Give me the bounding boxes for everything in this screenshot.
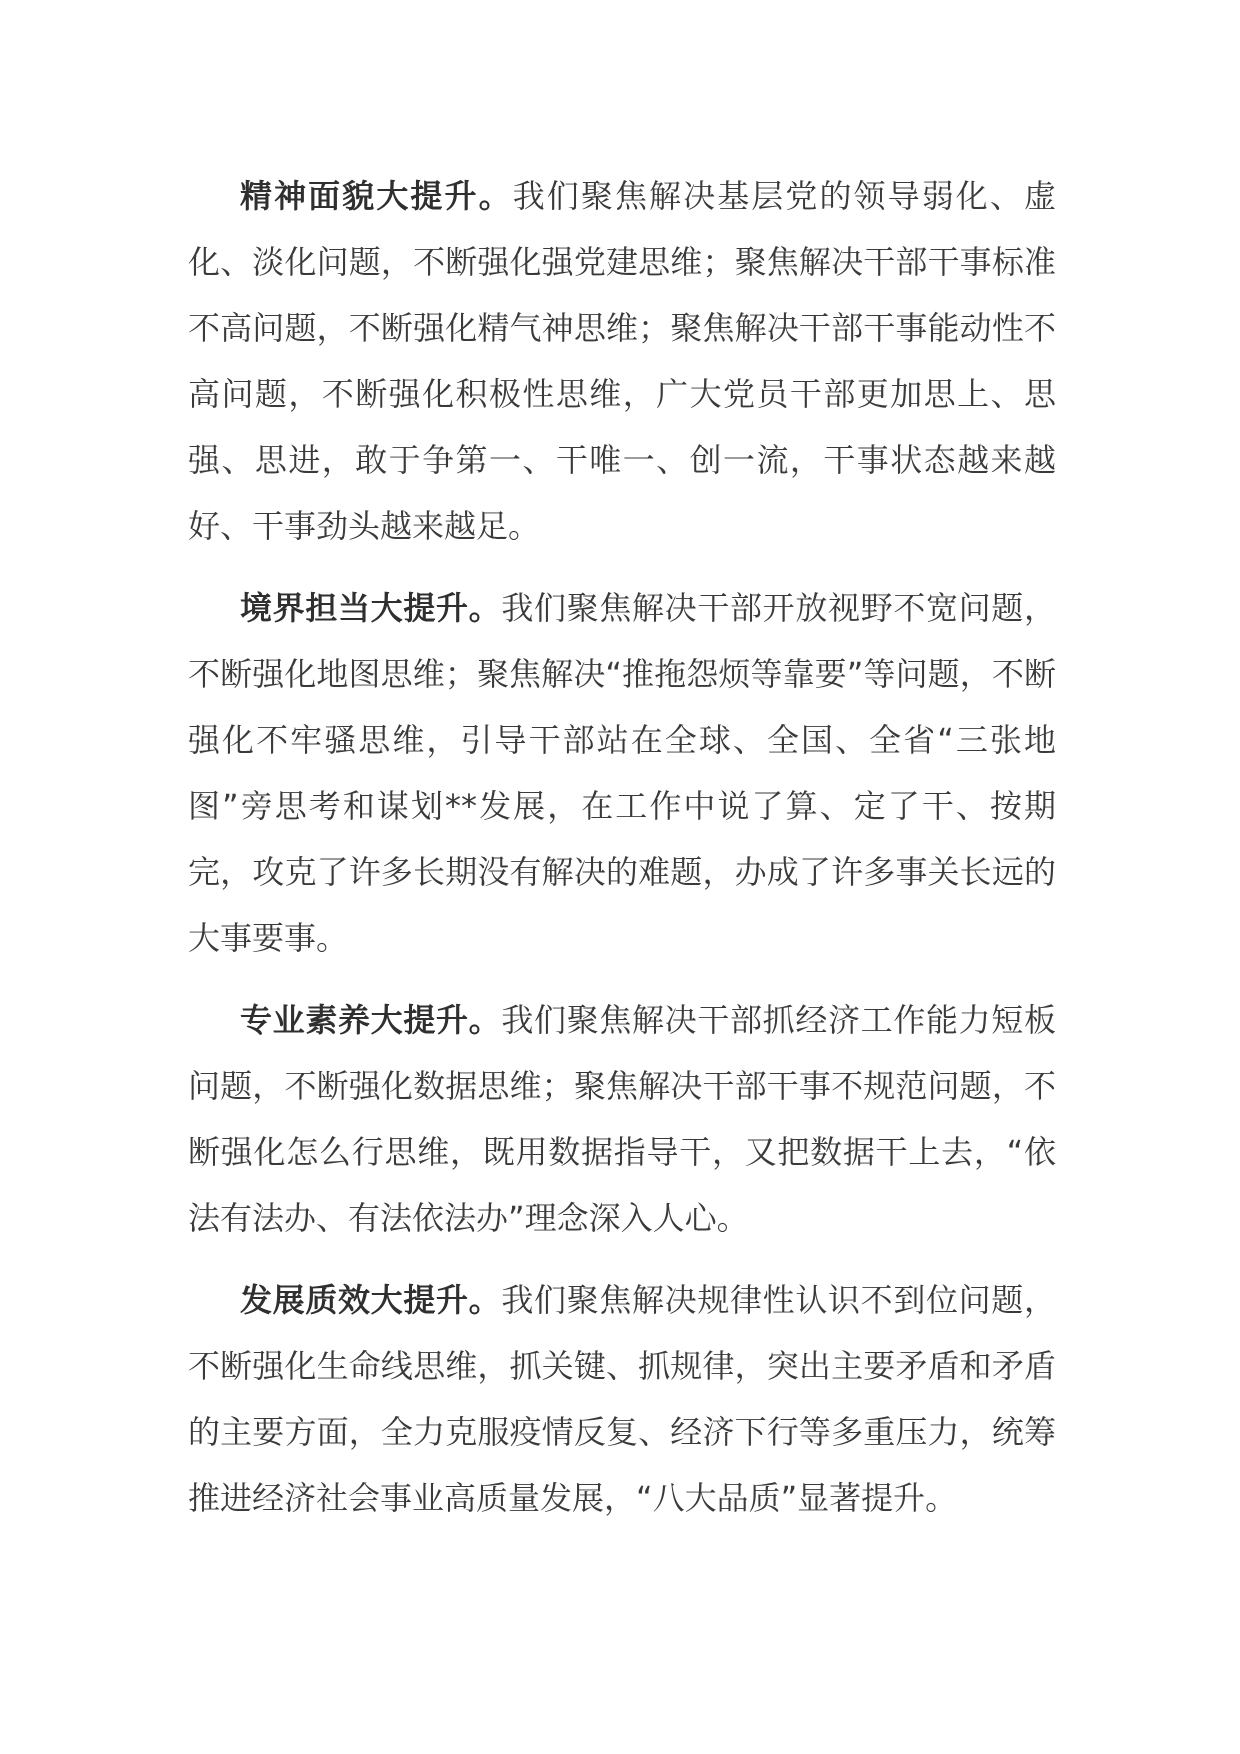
paragraph-responsibility — [188, 575, 1056, 971]
paragraph-body: 我们聚焦解决干部开放视野不宽问题，不断强化地图思维；聚焦解决“推拖怨烦等靠要”等问题，不断强化不牢骚思维，引导干部站在全球、全国、全省“三张地图”旁思考和谋划**发展，在工作中说了算、定了干、按期完，攻克了许多长期没有解决的难题，办成了许多事关长远的大事要事。 — [188, 589, 1056, 957]
paragraph-heading: 境界担当大提升。 — [240, 589, 502, 627]
document-page — [188, 163, 1056, 1547]
paragraph-heading: 发展质效大提升。 — [240, 1281, 502, 1319]
paragraph-spirit — [188, 163, 1056, 559]
paragraph-body: 我们聚焦解决干部抓经济工作能力短板问题，不断强化数据思维；聚焦解决干部干事不规范问题，不断强化怎么行思维，既用数据指导干，又把数据干上去，“依法有法办、有法依法办”理念深入人心。 — [188, 1001, 1056, 1237]
paragraph-body: 我们聚焦解决规律性认识不到位问题，不断强化生命线思维，抓关键、抓规律，突出主要矛盾和矛盾的主要方面，全力克服疫情反复、经济下行等多重压力，统筹推进经济社会事业高质量发展，“八大品质”显著提升。 — [188, 1281, 1056, 1517]
paragraph-heading: 专业素养大提升。 — [240, 1001, 502, 1039]
paragraph-heading: 精神面貌大提升。 — [240, 177, 513, 215]
paragraph-body: 我们聚焦解决基层党的领导弱化、虚化、淡化问题，不断强化强党建思维；聚焦解决干部干事标准不高问题，不断强化精气神思维；聚焦解决干部干事能动性不高问题，不断强化积极性思维，广大党员干部更加思上、思强、思进，敢于争第一、干唯一、创一流，干事状态越来越好、干事劲头越来越足。 — [188, 177, 1056, 545]
paragraph-professionalism — [188, 987, 1056, 1251]
paragraph-development — [188, 1267, 1056, 1531]
